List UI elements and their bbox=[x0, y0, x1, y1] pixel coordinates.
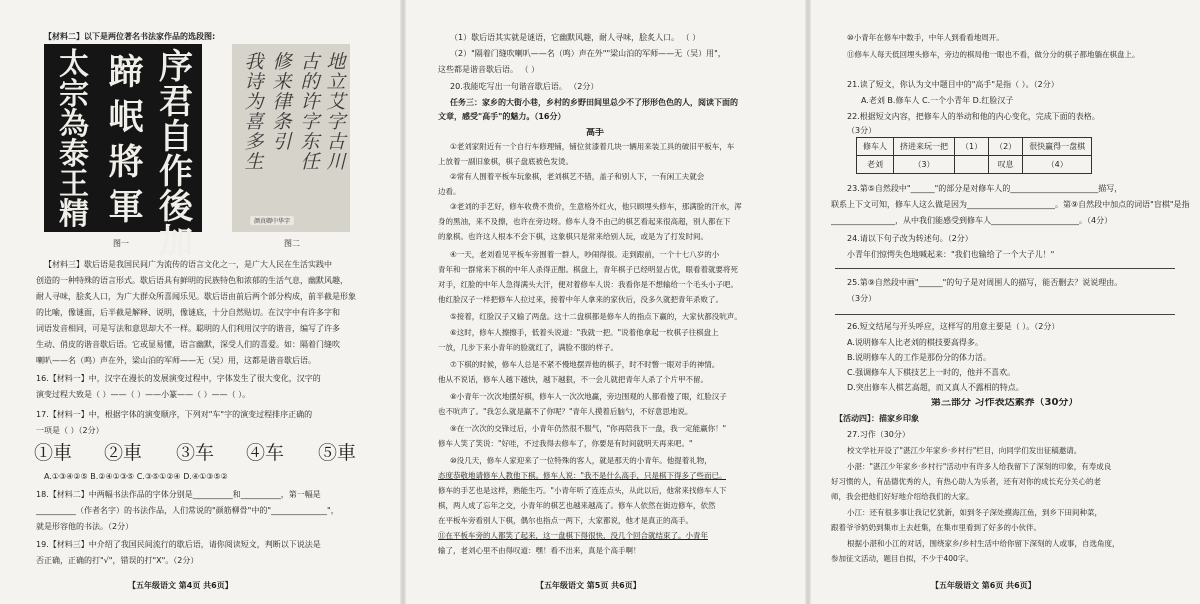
calligraphy-character: 的 bbox=[300, 71, 320, 93]
question-22: 22.根据短文内容，把修车人的举动和他的内心变化，完成下面的表格。 bbox=[847, 112, 1100, 121]
table-cell: （3） bbox=[894, 156, 955, 174]
question-26: 26.短文结尾与开头呼应，这样写的用意主要是（ ）。（2分） bbox=[847, 322, 1060, 331]
table-cell: 老刘 bbox=[857, 156, 894, 174]
question-26-option: A.说明修车人比老刘的棋技要高得多。 bbox=[847, 338, 983, 347]
question-18: __________（作者名字）的书法作品，人们常说的"颜筋柳骨"中的"______________"， bbox=[36, 506, 339, 515]
question-27: 27.习作（30分） bbox=[847, 430, 910, 439]
story-line: ④一天，老刘看见平板车旁围着一群人，吵闹得很。走到跟前，一个十七八岁的小 bbox=[450, 250, 720, 259]
question-26-option: C.强调修车人下棋技艺上一时的，他并不喜欢。 bbox=[847, 368, 1016, 377]
char-evolution-1: ①車 bbox=[34, 442, 73, 464]
calligraphy-character: 字 bbox=[326, 111, 346, 133]
story-line: 在平板车旁看别人下棋，偶尔也指点一两下，大家都说，他才是真正的高手。 bbox=[438, 516, 693, 525]
material-2-heading: 【材料二】以下是两位著名书法家作品的选段图: bbox=[44, 32, 216, 41]
calligraphy-character: 任 bbox=[300, 151, 320, 173]
table-cell: （2） bbox=[989, 138, 1023, 156]
char-evolution-3: ③车 bbox=[176, 442, 215, 464]
table-cell: 修车人 bbox=[857, 138, 894, 156]
material-3-line: 喇叭——名（鸣）声在外，梁山泊的军师——无（吴）用，这都是谐音歇后语。 bbox=[36, 356, 316, 365]
calligraphy-character: 来 bbox=[272, 71, 292, 93]
calligraphy-character: 太 bbox=[59, 47, 89, 82]
essay-prompt-line: 校文学社开设了"湛江少年家乡·乡村行"栏目，向同学们发出征稿邀请。 bbox=[847, 446, 1082, 455]
calligraphy-character: 修 bbox=[272, 51, 292, 73]
fig2-column bbox=[324, 52, 348, 172]
calligraphy-figure-2 bbox=[232, 44, 350, 232]
material-3-line: 的比喻，像谜面，后半截是解释、说明，像谜底，十分自然贴切。在汉字中有许多字和 bbox=[36, 308, 340, 317]
question-16: 16.【材料一】中，汉字在漫长的发展演变过程中，字体发生了很大变化，汉字的 bbox=[36, 374, 321, 383]
table-cell: 叹息 bbox=[989, 156, 1023, 174]
calligraphy-character: 许 bbox=[300, 91, 320, 113]
fig2-column bbox=[242, 52, 266, 172]
calligraphy-character: 艾 bbox=[326, 91, 346, 113]
question-22-table bbox=[856, 137, 1092, 174]
question-26-option: B.说明修车人的工作是那份分的体力活。 bbox=[847, 353, 992, 362]
calligraphy-character: 诗 bbox=[244, 71, 264, 93]
question-22: （3分） bbox=[847, 126, 877, 135]
calligraphy-character: 多 bbox=[244, 131, 264, 153]
task-3-heading: 任务三：家乡的大街小巷，乡村的乡野田间里总少不了形形色色的人，阅读下面的 bbox=[450, 98, 738, 107]
story-line: ②常有人围着平板车玩象棋，老刘棋艺不错，盖子和别人下，一有闲工夫就会 bbox=[450, 172, 705, 181]
fig1-column bbox=[54, 47, 94, 232]
question-19: 否正确，正确的打"√"，错误的打"X"。（2分） bbox=[36, 556, 199, 565]
story-line: 上放着一副旧象棋，棋子盘底被色发烫。 bbox=[438, 157, 573, 166]
story-line: ⑩没几天，修车人家迎来了一位特殊的客人，就是那天的小青年。他提着礼物， bbox=[450, 456, 712, 465]
question-23: 联系上下文可知，修车人这么做是因为______________________。第⑨自然段中加点的词语"盲棋"是指 bbox=[831, 200, 1190, 209]
table-cell: （1） bbox=[955, 138, 989, 156]
fig2-column bbox=[270, 52, 294, 152]
calligraphy-character: 自 bbox=[159, 117, 193, 157]
material-3-line: 耐人寻味，脍炙人口，为广大群众所喜闻乐见。歇后语由前后两个部分构成，前半截是形象 bbox=[36, 292, 356, 301]
table-cell: （4） bbox=[1023, 156, 1092, 174]
story-line: 青年和一群常来下棋的中年人杀得正酣。棋盘上，青年棋子已经明显占优，眼看着就要将死 bbox=[438, 265, 738, 274]
story-line: 一放，几步下来小青年的脸就红了，满脸不服的样子。 bbox=[438, 343, 618, 352]
story-line: 的象棋。也许这人根本不会下棋，这象棋只是常来给别人玩，或是为了打发时间。 bbox=[438, 232, 708, 241]
essay-prompt-line: 好习惯的人，有品德优秀的人，有热心助人为乐者，还有对你的成长充分关心的老 bbox=[831, 477, 1101, 486]
page-6 bbox=[805, 0, 1200, 604]
table-cell: 挤进来玩一把 bbox=[894, 138, 955, 156]
story-line: 身的黑油，来不及擦，也许在旁边呀。修车人身不由己的棋艺看起来很高超，别人都在下 bbox=[438, 217, 731, 226]
char-evolution-5: ⑤車 bbox=[318, 442, 357, 464]
part-3-heading: 第三部分 习作表达素养（30分） bbox=[931, 398, 1079, 408]
story-line: ⑦下棋的时候，修车人总是不紧不慢地摆弄他的棋子，时不时瞥一眼对手的神情。 bbox=[450, 360, 720, 369]
question-23: 23.第⑤自然段中"______"的部分是对修车人的______________________描写， bbox=[847, 184, 1123, 193]
page-footer: 【五年级语文 第4页 共6页】 bbox=[128, 581, 233, 590]
calligraphy-character: 作 bbox=[159, 152, 193, 192]
question-26-option: D.突出修车人棋艺高超，而又真人不露相的特点。 bbox=[847, 383, 1024, 392]
calligraphy-character: 序 bbox=[159, 47, 193, 87]
option-item: ⑩小青年在修车中数手，中年人到看看地周开。 bbox=[847, 33, 1004, 42]
calligraphy-character: 喜 bbox=[244, 111, 264, 133]
figure-2-label: 颜真卿中华字 bbox=[250, 216, 294, 225]
calligraphy-character: 王 bbox=[59, 167, 89, 202]
story-line: 也不吭声了。"我怎么就是赢不了你呢？"青年人摸着后脑勺，不好意思地说。 bbox=[438, 407, 693, 416]
figure-1-caption: 图一 bbox=[113, 239, 129, 248]
true-false-item: （1）歇后语其实就是谜语，它幽默风趣，耐人寻味，脍炙人口。 （ ） bbox=[450, 33, 701, 42]
question-24: 小青年们惊愕失色地喊起来："我们也输给了一个大子儿！" bbox=[847, 250, 1055, 259]
calligraphy-character: 生 bbox=[244, 151, 264, 173]
activity-4-heading: 【活动四】：描家乡印象 bbox=[835, 414, 919, 423]
question-21: 21.读了短文，你认为文中题目中的"高手"是指（ ）。（2分） bbox=[847, 80, 1059, 89]
char-evolution-2: ②車 bbox=[104, 442, 143, 464]
calligraphy-character: 岷 bbox=[108, 97, 144, 138]
story-line: ⑧小青年一次次地摆好棋，修车人一次次地赢，旁边围观的人都看傻了眼，红脸汉子 bbox=[450, 392, 727, 401]
calligraphy-character: 軍 bbox=[108, 187, 144, 228]
calligraphy-character: 川 bbox=[326, 151, 346, 173]
calligraphy-character: 为 bbox=[244, 91, 264, 113]
calligraphy-character: 加 bbox=[159, 222, 193, 262]
essay-prompt-line: 根据小湛和小江的对话，围绕家乡/乡村生活中给你留下深刻的人或事，自选角度， bbox=[847, 539, 1120, 548]
story-line: 他从不说话，修车人越下越快，越下越狠，不一会儿就把青年人杀了个片甲不留。 bbox=[438, 375, 708, 384]
calligraphy-character: 东 bbox=[300, 131, 320, 153]
figure-2-caption: 图二 bbox=[284, 239, 300, 248]
question-18: 就是形容他的书法。（2分） bbox=[36, 522, 134, 531]
page-footer: 【五年级语文 第6页 共6页】 bbox=[931, 581, 1036, 590]
question-17-options: A.①③④②⑤ B.②④①③⑤ C.③⑤①②④ D.④①③⑤② bbox=[44, 472, 228, 481]
calligraphy-character: 後 bbox=[159, 187, 193, 227]
page-footer: 【五年级语文 第5页 共6页】 bbox=[536, 581, 641, 590]
story-line: ①老刘家附近有一个自行车修理铺，铺位贫漆着几块一辆用来装工具的破旧平板车，车 bbox=[450, 142, 735, 151]
table-cell: 很快赢得一盘棋 bbox=[1023, 138, 1092, 156]
calligraphy-character: 精 bbox=[59, 197, 89, 232]
question-24: 24.请以下句子改为转述句。（2分） bbox=[847, 234, 973, 243]
calligraphy-character: 將 bbox=[108, 142, 144, 183]
table-row bbox=[857, 156, 1092, 174]
calligraphy-character: 地 bbox=[326, 51, 346, 73]
material-3-line: 词语发音相同，可是写法和意思却大不一样。聪明的人们利用汉字的谐音，编写了许多 bbox=[36, 324, 340, 333]
calligraphy-character: 蹄 bbox=[108, 52, 144, 93]
essay-prompt-line: 参加征文活动，题目自拟，不少于400字。 bbox=[831, 554, 973, 563]
page-5 bbox=[400, 0, 805, 604]
fig1-column bbox=[156, 47, 196, 262]
material-3-line: 创造的一种特殊的语言形式。歇后语具有鲜明的民族特色和浓郁的生活气息，幽默风趣， bbox=[36, 276, 348, 285]
question-23: ________________，从中我们能感受到修车人______________________。（4分） bbox=[831, 216, 1113, 225]
essay-prompt-line: 跟着爷爷奶奶到集市上去赶集，在集市里看到了好多的小伙伴。 bbox=[831, 523, 1041, 532]
calligraphy-character: 君 bbox=[159, 82, 193, 122]
page-4 bbox=[0, 0, 400, 604]
story-line: 边看。 bbox=[438, 187, 461, 196]
story-line: 对手，红脸的中年人急得满头大汗，便对着修车人说：我看你是不想输给一个毛头小子吧。 bbox=[438, 280, 738, 289]
calligraphy-character: 宗 bbox=[59, 77, 89, 112]
essay-prompt-line: 小江：还有很多事让我记忆犹新，如到冬子深处摸海江鱼，到乡下田间种菜， bbox=[847, 508, 1102, 517]
question-25: （3分） bbox=[847, 294, 877, 303]
story-line: 输了，老刘心里不由得叹道：嘿！看不出来，真是个高手啊！ bbox=[438, 546, 641, 555]
story-line: ⑤接着，红脸汉子又输了两盘。这十二盘棋都是修车人的指点下赢的，大家伙都没吭声。 bbox=[450, 312, 742, 321]
table-row bbox=[857, 138, 1092, 156]
calligraphy-character: 立 bbox=[326, 71, 346, 93]
question-17: 17.【材料一】中，根据字体的演变顺序，下列对"车"字的演变过程排序正确的 bbox=[36, 410, 313, 419]
essay-prompt-line: 小湛："湛江少年家乡·乡村行"活动中有许多人给我留下了深刻的印象，有寿成良 bbox=[847, 462, 1112, 471]
question-17: 一项是（ ）（2分） bbox=[36, 426, 104, 435]
material-3-line: 【材料三】歇后语是我国民间广为流传的语言文化之一，是广大人民在生活实践中 bbox=[44, 260, 332, 269]
char-evolution-4: ④车 bbox=[246, 442, 285, 464]
task-3-heading: 文章，感受"高手"的魅力。（16分） bbox=[438, 112, 566, 121]
calligraphy-character: 為 bbox=[59, 107, 89, 142]
story-line: 修车的手艺也是这样，熟能生巧。"小青年听了连连点头，从此以后，他常来找修车人下 bbox=[438, 486, 727, 495]
story-line: 棋，两人成了忘年之交，小青年的棋艺也越来越高了。修车人依然在街边修车，依然 bbox=[438, 501, 716, 510]
story-title: 高手 bbox=[586, 128, 605, 138]
essay-prompt-line: 师，我会把他们好好地介绍给我们的大家。 bbox=[831, 492, 974, 501]
calligraphy-character: 泰 bbox=[59, 137, 89, 172]
question-20: 20.我能吃写出一句谐音歇后语。 （2分） bbox=[450, 82, 599, 91]
story-line: ⑪在平板车旁的人都笑了起来，这一盘棋下得很快，没几个回合就结束了。小青年 bbox=[438, 531, 708, 540]
story-line: ⑥这时，修车人擦擦手，低着头说道："我就一把。"说着他拿起一枚棋子往棋盘上 bbox=[450, 328, 719, 337]
true-false-item: 这些都是谐音歇后语。 （ ） bbox=[438, 65, 540, 74]
calligraphy-character: 律 bbox=[272, 91, 292, 113]
calligraphy-character: 我 bbox=[244, 51, 264, 73]
table-cell bbox=[955, 156, 989, 174]
story-line: 态度恭敬地请修车人教他下棋。修车人说："我不是什么高手，只是棋下得多了些而已。 bbox=[438, 471, 727, 480]
question-19: 19.【材料三】中介绍了我国民间流行的歇后语，请你阅读短文，判断以下说法是 bbox=[36, 540, 321, 549]
story-line: 修车人笑了笑说："好哇，不过我得去修车了，你要是有时间就明天再来吧。" bbox=[438, 439, 693, 448]
question-21-options: A.老刘 B.修车人 C.一个小青年 D.红脸汉子 bbox=[861, 96, 1014, 105]
question-16: 演变过程大致是（ ）——（ ）——小篆——（ ）——（ ）。 bbox=[36, 390, 251, 399]
fig1-column bbox=[106, 50, 146, 230]
calligraphy-character: 古 bbox=[300, 51, 320, 73]
calligraphy-character: 古 bbox=[326, 131, 346, 153]
story-line: ③老刘的手艺好，修车收费不贵价，生意格外红火，他只顾埋头修车，那满脸的汗水，浑 bbox=[450, 202, 742, 211]
story-line: 他红脸汉子一样把修车人拉过来，接着中年人拿来的家伙后，没多久就把青年杀败了。 bbox=[438, 295, 723, 304]
fig2-column bbox=[298, 52, 322, 172]
calligraphy-character: 引 bbox=[272, 131, 292, 153]
calligraphy-character: 字 bbox=[300, 111, 320, 133]
true-false-item: （2）"隔着门缝吹喇叭——名（鸣）声在外""梁山泊的军师——无（吴）用"， bbox=[450, 49, 726, 58]
question-18: 18.【材料二】中两幅书法作品的字体分别是__________和__________，第一幅是 bbox=[36, 490, 321, 499]
material-3-line: 生动、俏皮的谐音歇后语。它或显易懂，语言幽默，深受人们的喜爱。如：隔着门缝吹 bbox=[36, 340, 340, 349]
option-item: ⑪修车人每天低回埋头修车，旁边的棋局他一眼也不看，做分分的棋子都地躺在棋盘上。 bbox=[847, 50, 1140, 59]
story-line: ⑨在一次次的交锋过后，小青年仍然很不服气，"你再陪我下一盘，我一定能赢你！" bbox=[450, 424, 727, 433]
calligraphy-character: 条 bbox=[272, 111, 292, 133]
question-25: 25.第⑨自然段中画"______"的句子是对周围人的描写，能否删去？说说理由。 bbox=[847, 278, 1123, 287]
